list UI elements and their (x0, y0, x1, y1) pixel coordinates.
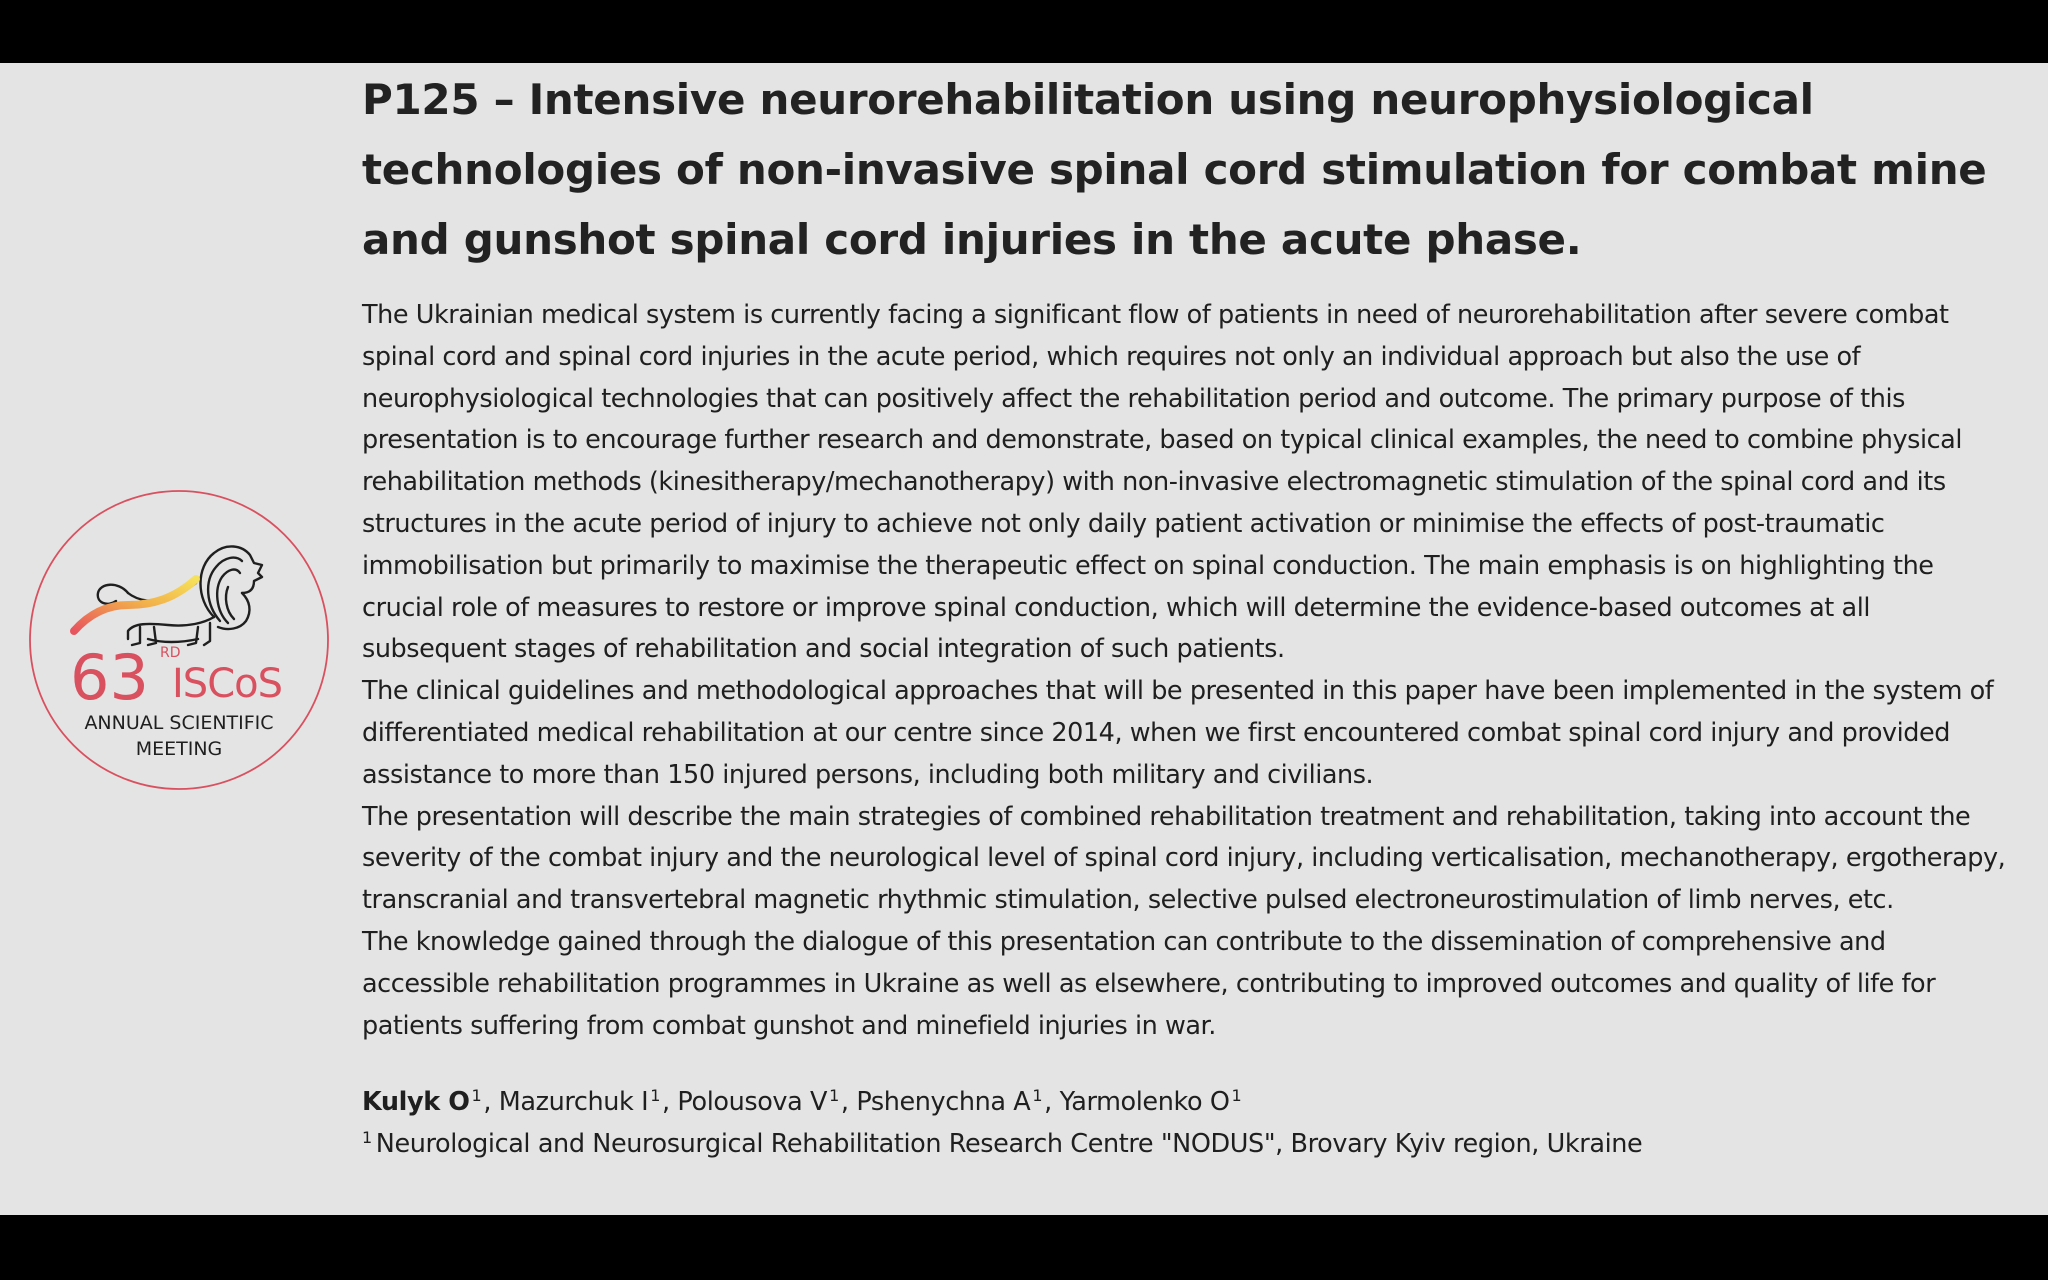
author-separator: , (483, 1087, 492, 1118)
logo-line2: MEETING (135, 738, 223, 760)
author-name: Mazurchuk I (498, 1087, 649, 1118)
iscos-logo (28, 489, 330, 791)
tail-stroke (74, 579, 196, 631)
author-name: Polousova V (677, 1087, 828, 1118)
author-list (362, 1081, 2012, 1123)
affiliation-marker: 1 (362, 1128, 372, 1148)
letterbox-bottom (0, 1215, 2048, 1280)
affiliation-text: Neurological and Neurosurgical Rehabilitation Research Centre "NODUS", Brovary Kyiv region, Ukraine (375, 1129, 1643, 1160)
slide (0, 63, 2048, 1215)
author-affiliation-marker: 1 (471, 1086, 482, 1106)
abstract-paragraph: The presentation will describe the main strategies of combined rehabilitation treatment and rehabilitation, taking into account the severity of the combat injury and the neurological level of spinal cord injury, including verticalisation, mechanotherapy, ergotherapy, transcranial and transvertebral magnetic rhythmic stimulation, selective pulsed electroneurostimulation of limb nerves, etc. (362, 801, 2006, 916)
author-name: Kulyk O (362, 1087, 470, 1118)
logo-ordinal: RD (160, 645, 181, 661)
author-affiliation-marker: 1 (1032, 1086, 1043, 1106)
abstract-paragraph: The clinical guidelines and methodological approaches that will be presented in this paper have been implemented in the system of differentiated medical rehabilitation at our centre since 2014, when we first encountered combat spinal cord injury and provided assistance to more than 150 injured persons, including both military and civilians. (362, 676, 1994, 790)
author-name: Yarmolenko O (1059, 1087, 1230, 1118)
abstract-body (362, 295, 2012, 1047)
letterbox-top (0, 0, 2048, 63)
abstract-title: P125 – Intensive neurorehabilitation using neurophysiological technologies of non-invasive spinal cord stimulation for combat mine and gunshot spinal cord injuries in the acute phase. (362, 75, 1987, 264)
logo-line1: ANNUAL SCIENTIFIC (84, 712, 274, 734)
author-separator: , (661, 1087, 670, 1118)
author-separator: , (1044, 1087, 1052, 1118)
author-separator: , (840, 1087, 849, 1118)
author-affiliation-marker: 1 (829, 1086, 839, 1106)
author-affiliation-marker: 1 (1231, 1086, 1242, 1106)
abstract-content (362, 63, 2012, 1165)
logo-number: 63 (70, 641, 149, 714)
author-affiliation-marker: 1 (650, 1086, 660, 1106)
affiliation (362, 1123, 2012, 1165)
author-name: Pshenychna A (856, 1087, 1031, 1118)
logo-org: ISCoS (172, 661, 282, 707)
abstract-paragraph: The knowledge gained through the dialogue of this presentation can contribute to the dissemination of comprehensive and accessible rehabilitation programmes in Ukraine as well as elsewhere, contributing to improved outcomes and quality of life for patients suffering from combat gunshot and minefield injuries in war. (362, 926, 1936, 1041)
abstract-paragraph: The Ukrainian medical system is currently facing a significant flow of patients in need of neurorehabilitation after severe combat spinal cord and spinal cord injuries in the acute period, which requires not only an individual approach but also the use of neurophysiological technologies that can positively affect the rehabilitation period and outcome. The primary purpose of this presentation is to encourage further research and demonstrate, based on typical clinical examples, the need to combine physical rehabilitation methods (kinesitherapy/mechanotherapy) with non-invasive electromagnetic stimulation of the spinal cord and its structures in the acute period of injury to achieve not only daily patient activation or minimise the effects of post-traumatic immobilisation but primarily to maximise the therapeutic effect on spinal conduction. The main emphasis is on highlighting the crucial role of measures to restore or improve spinal conduction, which will determine the evidence-based outcomes at all subsequent stages of rehabilitation and social integration of such patients. (362, 300, 1962, 665)
